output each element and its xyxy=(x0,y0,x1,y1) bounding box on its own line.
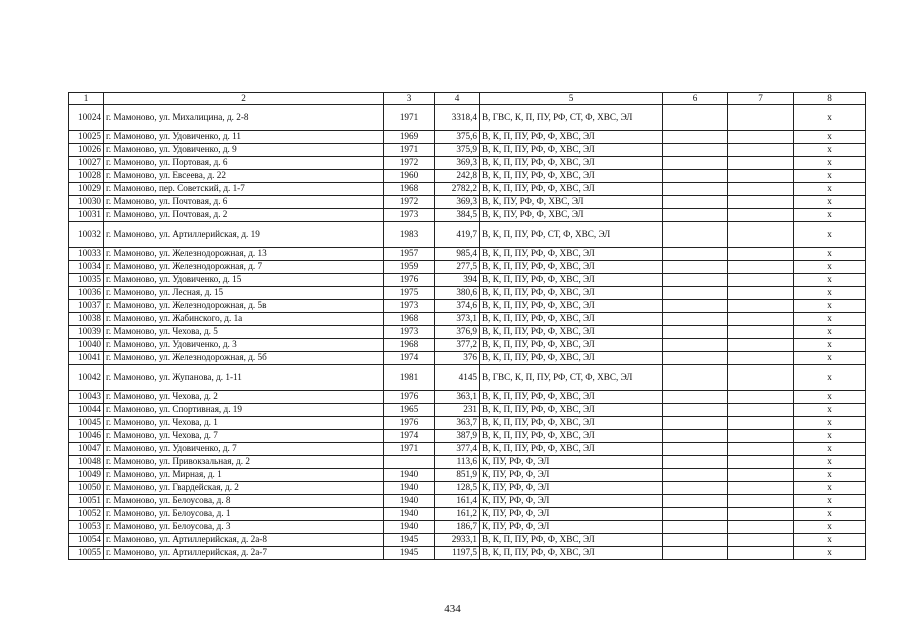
table-row xyxy=(69,352,866,365)
cell-col-8: x xyxy=(794,287,866,300)
cell-col-6 xyxy=(663,482,728,495)
cell-address: г. Мамоново, ул. Лесная, д. 15 xyxy=(104,287,384,300)
table-row xyxy=(69,196,866,209)
cell-col-7 xyxy=(728,170,794,183)
cell-address: г. Мамоново, ул. Чехова, д. 2 xyxy=(104,391,384,404)
table-row xyxy=(69,495,866,508)
cell-row-id: 10044 xyxy=(69,404,104,417)
cell-utilities: В, К, П, ПУ, РФ, Ф, ХВС, ЭЛ xyxy=(480,443,663,456)
cell-col-6 xyxy=(663,170,728,183)
cell-address: г. Мамоново, ул. Чехова, д. 1 xyxy=(104,417,384,430)
cell-col-6 xyxy=(663,105,728,131)
cell-row-id: 10035 xyxy=(69,274,104,287)
cell-row-id: 10043 xyxy=(69,391,104,404)
column-header-1: 1 xyxy=(69,93,104,105)
cell-col-8: x xyxy=(794,417,866,430)
cell-area: 387,9 xyxy=(435,430,480,443)
cell-area: 375,9 xyxy=(435,144,480,157)
housing-table xyxy=(68,92,866,560)
table-row xyxy=(69,417,866,430)
cell-utilities: В, К, ПУ, РФ, Ф, ХВС, ЭЛ xyxy=(480,209,663,222)
cell-col-7 xyxy=(728,339,794,352)
cell-col-7 xyxy=(728,352,794,365)
column-header-4: 4 xyxy=(435,93,480,105)
cell-col-6 xyxy=(663,144,728,157)
cell-row-id: 10028 xyxy=(69,170,104,183)
table-header-row xyxy=(69,93,866,105)
cell-col-7 xyxy=(728,261,794,274)
cell-col-6 xyxy=(663,326,728,339)
cell-utilities: В, К, П, ПУ, РФ, Ф, ХВС, ЭЛ xyxy=(480,391,663,404)
cell-utilities: В, К, П, ПУ, РФ, Ф, ХВС, ЭЛ xyxy=(480,404,663,417)
cell-area: 363,7 xyxy=(435,417,480,430)
cell-address: г. Мамоново, ул. Почтовая, д. 6 xyxy=(104,196,384,209)
cell-col-8: x xyxy=(794,300,866,313)
cell-col-8: x xyxy=(794,482,866,495)
cell-year: 1945 xyxy=(384,547,435,560)
cell-utilities: В, К, П, ПУ, РФ, СТ, Ф, ХВС, ЭЛ xyxy=(480,222,663,248)
cell-col-8: x xyxy=(794,495,866,508)
cell-utilities: В, К, П, ПУ, РФ, Ф, ХВС, ЭЛ xyxy=(480,170,663,183)
cell-year: 1976 xyxy=(384,417,435,430)
cell-col-7 xyxy=(728,209,794,222)
cell-year: 1940 xyxy=(384,495,435,508)
cell-address: г. Мамоново, ул. Мирная, д. 1 xyxy=(104,469,384,482)
cell-col-8: x xyxy=(794,365,866,391)
cell-year: 1973 xyxy=(384,300,435,313)
cell-utilities: К, ПУ, РФ, Ф, ЭЛ xyxy=(480,508,663,521)
table-row xyxy=(69,365,866,391)
cell-col-6 xyxy=(663,365,728,391)
table-row xyxy=(69,443,866,456)
table-row xyxy=(69,131,866,144)
cell-col-7 xyxy=(728,105,794,131)
cell-utilities: В, К, П, ПУ, РФ, Ф, ХВС, ЭЛ xyxy=(480,144,663,157)
cell-col-6 xyxy=(663,417,728,430)
cell-col-6 xyxy=(663,274,728,287)
cell-col-7 xyxy=(728,157,794,170)
cell-row-id: 10050 xyxy=(69,482,104,495)
cell-row-id: 10032 xyxy=(69,222,104,248)
cell-address: г. Мамоново, ул. Артиллерийская, д. 2а-8 xyxy=(104,534,384,547)
cell-year: 1940 xyxy=(384,508,435,521)
cell-utilities: В, К, П, ПУ, РФ, Ф, ХВС, ЭЛ xyxy=(480,183,663,196)
cell-col-8: x xyxy=(794,443,866,456)
cell-col-8: x xyxy=(794,313,866,326)
cell-address: г. Мамоново, ул. Евсеева, д. 22 xyxy=(104,170,384,183)
cell-area: 186,7 xyxy=(435,521,480,534)
cell-col-8: x xyxy=(794,430,866,443)
cell-col-6 xyxy=(663,248,728,261)
cell-col-6 xyxy=(663,495,728,508)
cell-area: 851,9 xyxy=(435,469,480,482)
cell-year: 1971 xyxy=(384,443,435,456)
cell-col-7 xyxy=(728,222,794,248)
cell-utilities: К, ПУ, РФ, Ф, ЭЛ xyxy=(480,482,663,495)
table-row xyxy=(69,469,866,482)
cell-area: 161,2 xyxy=(435,508,480,521)
cell-address: г. Мамоново, ул. Привокзальная, д. 2 xyxy=(104,456,384,469)
column-header-8: 8 xyxy=(794,93,866,105)
table-row xyxy=(69,326,866,339)
cell-address: г. Мамоново, ул. Спортивная, д. 19 xyxy=(104,404,384,417)
cell-row-id: 10049 xyxy=(69,469,104,482)
table-row xyxy=(69,547,866,560)
cell-col-8: x xyxy=(794,261,866,274)
cell-row-id: 10039 xyxy=(69,326,104,339)
cell-col-7 xyxy=(728,508,794,521)
cell-col-6 xyxy=(663,469,728,482)
cell-col-8: x xyxy=(794,144,866,157)
cell-row-id: 10055 xyxy=(69,547,104,560)
cell-year: 1965 xyxy=(384,404,435,417)
cell-col-7 xyxy=(728,456,794,469)
cell-area: 376 xyxy=(435,352,480,365)
cell-col-7 xyxy=(728,274,794,287)
table-row xyxy=(69,313,866,326)
column-header-2: 2 xyxy=(104,93,384,105)
cell-col-7 xyxy=(728,547,794,560)
cell-utilities: К, ПУ, РФ, Ф, ЭЛ xyxy=(480,469,663,482)
cell-area: 113,6 xyxy=(435,456,480,469)
cell-col-8: x xyxy=(794,534,866,547)
table-row xyxy=(69,261,866,274)
cell-col-6 xyxy=(663,352,728,365)
cell-col-8: x xyxy=(794,209,866,222)
cell-year: 1983 xyxy=(384,222,435,248)
table-row xyxy=(69,144,866,157)
cell-area: 2782,2 xyxy=(435,183,480,196)
table-row xyxy=(69,274,866,287)
table-row xyxy=(69,391,866,404)
cell-row-id: 10051 xyxy=(69,495,104,508)
cell-col-8: x xyxy=(794,404,866,417)
table-row xyxy=(69,508,866,521)
cell-address: г. Мамоново, ул. Почтовая, д. 2 xyxy=(104,209,384,222)
cell-col-8: x xyxy=(794,391,866,404)
cell-year: 1973 xyxy=(384,326,435,339)
cell-col-7 xyxy=(728,404,794,417)
table-row xyxy=(69,222,866,248)
cell-year: 1973 xyxy=(384,209,435,222)
cell-utilities: В, К, П, ПУ, РФ, Ф, ХВС, ЭЛ xyxy=(480,326,663,339)
cell-col-7 xyxy=(728,248,794,261)
cell-year: 1971 xyxy=(384,144,435,157)
cell-col-6 xyxy=(663,196,728,209)
cell-year: 1974 xyxy=(384,430,435,443)
cell-row-id: 10025 xyxy=(69,131,104,144)
table-row xyxy=(69,456,866,469)
cell-col-6 xyxy=(663,131,728,144)
cell-col-8: x xyxy=(794,196,866,209)
cell-address: г. Мамоново, ул. Удовиченко, д. 15 xyxy=(104,274,384,287)
cell-utilities: В, К, П, ПУ, РФ, Ф, ХВС, ЭЛ xyxy=(480,430,663,443)
table-row xyxy=(69,170,866,183)
cell-col-6 xyxy=(663,430,728,443)
cell-address: г. Мамоново, ул. Жупанова, д. 1-11 xyxy=(104,365,384,391)
page-number: 434 xyxy=(444,603,461,615)
cell-area: 375,6 xyxy=(435,131,480,144)
cell-row-id: 10042 xyxy=(69,365,104,391)
cell-utilities: В, К, П, ПУ, РФ, Ф, ХВС, ЭЛ xyxy=(480,261,663,274)
cell-row-id: 10054 xyxy=(69,534,104,547)
cell-col-8: x xyxy=(794,547,866,560)
cell-col-8: x xyxy=(794,222,866,248)
cell-col-7 xyxy=(728,196,794,209)
cell-area: 4145 xyxy=(435,365,480,391)
cell-row-id: 10033 xyxy=(69,248,104,261)
cell-col-8: x xyxy=(794,170,866,183)
table-row xyxy=(69,521,866,534)
cell-col-7 xyxy=(728,495,794,508)
cell-address: г. Мамоново, ул. Железнодорожная, д. 5в xyxy=(104,300,384,313)
table-row xyxy=(69,287,866,300)
cell-col-8: x xyxy=(794,183,866,196)
cell-col-6 xyxy=(663,313,728,326)
table-row xyxy=(69,430,866,443)
cell-row-id: 10037 xyxy=(69,300,104,313)
cell-col-6 xyxy=(663,443,728,456)
cell-row-id: 10030 xyxy=(69,196,104,209)
cell-utilities: К, ПУ, РФ, Ф, ЭЛ xyxy=(480,495,663,508)
cell-utilities: В, К, П, ПУ, РФ, Ф, ХВС, ЭЛ xyxy=(480,300,663,313)
cell-utilities: В, К, П, ПУ, РФ, Ф, ХВС, ЭЛ xyxy=(480,547,663,560)
cell-area: 369,3 xyxy=(435,157,480,170)
cell-area: 128,5 xyxy=(435,482,480,495)
cell-address: г. Мамоново, ул. Белоусова, д. 3 xyxy=(104,521,384,534)
cell-year: 1975 xyxy=(384,287,435,300)
cell-col-8: x xyxy=(794,131,866,144)
table-row xyxy=(69,209,866,222)
cell-row-id: 10046 xyxy=(69,430,104,443)
cell-area: 419,7 xyxy=(435,222,480,248)
cell-year: 1981 xyxy=(384,365,435,391)
cell-utilities: В, К, П, ПУ, РФ, Ф, ХВС, ЭЛ xyxy=(480,534,663,547)
cell-col-8: x xyxy=(794,326,866,339)
cell-address: г. Мамоново, ул. Артиллерийская, д. 2а-7 xyxy=(104,547,384,560)
cell-col-8: x xyxy=(794,157,866,170)
cell-row-id: 10026 xyxy=(69,144,104,157)
cell-col-6 xyxy=(663,391,728,404)
cell-col-8: x xyxy=(794,339,866,352)
cell-area: 161,4 xyxy=(435,495,480,508)
cell-col-8: x xyxy=(794,456,866,469)
cell-col-8: x xyxy=(794,105,866,131)
cell-col-6 xyxy=(663,534,728,547)
cell-row-id: 10048 xyxy=(69,456,104,469)
cell-address: г. Мамоново, ул. Железнодорожная, д. 7 xyxy=(104,261,384,274)
cell-row-id: 10045 xyxy=(69,417,104,430)
cell-year: 1976 xyxy=(384,274,435,287)
cell-col-7 xyxy=(728,131,794,144)
cell-col-8: x xyxy=(794,352,866,365)
cell-year: 1940 xyxy=(384,482,435,495)
cell-row-id: 10053 xyxy=(69,521,104,534)
cell-address: г. Мамоново, ул. Михалицина, д. 2-8 xyxy=(104,105,384,131)
cell-address: г. Мамоново, ул. Чехова, д. 7 xyxy=(104,430,384,443)
cell-area: 380,6 xyxy=(435,287,480,300)
cell-utilities: В, ГВС, К, П, ПУ, РФ, СТ, Ф, ХВС, ЭЛ xyxy=(480,105,663,131)
cell-col-6 xyxy=(663,261,728,274)
column-header-3: 3 xyxy=(384,93,435,105)
cell-year: 1960 xyxy=(384,170,435,183)
cell-col-7 xyxy=(728,183,794,196)
cell-col-8: x xyxy=(794,274,866,287)
cell-address: г. Мамоново, ул. Белоусова, д. 1 xyxy=(104,508,384,521)
cell-col-8: x xyxy=(794,521,866,534)
cell-year: 1959 xyxy=(384,261,435,274)
cell-row-id: 10031 xyxy=(69,209,104,222)
cell-year: 1957 xyxy=(384,248,435,261)
table-row xyxy=(69,339,866,352)
cell-area: 377,4 xyxy=(435,443,480,456)
cell-col-7 xyxy=(728,391,794,404)
cell-col-7 xyxy=(728,430,794,443)
cell-utilities: К, ПУ, РФ, Ф, ЭЛ xyxy=(480,456,663,469)
cell-col-6 xyxy=(663,456,728,469)
column-header-6: 6 xyxy=(663,93,728,105)
cell-utilities: В, К, П, ПУ, РФ, Ф, ХВС, ЭЛ xyxy=(480,352,663,365)
cell-col-6 xyxy=(663,300,728,313)
cell-area: 363,1 xyxy=(435,391,480,404)
table-row xyxy=(69,157,866,170)
table-row xyxy=(69,248,866,261)
cell-utilities: В, К, П, ПУ, РФ, Ф, ХВС, ЭЛ xyxy=(480,287,663,300)
cell-utilities: К, ПУ, РФ, Ф, ЭЛ xyxy=(480,521,663,534)
table-row xyxy=(69,183,866,196)
cell-address: г. Мамоново, ул. Портовая, д. 6 xyxy=(104,157,384,170)
cell-address: г. Мамоново, ул. Удовиченко, д. 9 xyxy=(104,144,384,157)
cell-col-7 xyxy=(728,469,794,482)
cell-address: г. Мамоново, ул. Жабинского, д. 1а xyxy=(104,313,384,326)
cell-col-7 xyxy=(728,326,794,339)
cell-year xyxy=(384,456,435,469)
cell-year: 1974 xyxy=(384,352,435,365)
cell-row-id: 10036 xyxy=(69,287,104,300)
cell-col-6 xyxy=(663,209,728,222)
cell-year: 1976 xyxy=(384,391,435,404)
cell-col-7 xyxy=(728,417,794,430)
cell-area: 231 xyxy=(435,404,480,417)
cell-col-6 xyxy=(663,287,728,300)
cell-col-7 xyxy=(728,365,794,391)
cell-area: 373,1 xyxy=(435,313,480,326)
cell-address: г. Мамоново, ул. Железнодорожная, д. 13 xyxy=(104,248,384,261)
cell-col-8: x xyxy=(794,469,866,482)
cell-col-7 xyxy=(728,443,794,456)
cell-year: 1971 xyxy=(384,105,435,131)
cell-area: 369,3 xyxy=(435,196,480,209)
cell-col-6 xyxy=(663,222,728,248)
cell-row-id: 10047 xyxy=(69,443,104,456)
cell-utilities: В, К, П, ПУ, РФ, Ф, ХВС, ЭЛ xyxy=(480,417,663,430)
cell-row-id: 10038 xyxy=(69,313,104,326)
cell-year: 1968 xyxy=(384,183,435,196)
cell-row-id: 10040 xyxy=(69,339,104,352)
cell-col-7 xyxy=(728,144,794,157)
cell-area: 985,4 xyxy=(435,248,480,261)
cell-address: г. Мамоново, ул. Удовиченко, д. 7 xyxy=(104,443,384,456)
cell-row-id: 10024 xyxy=(69,105,104,131)
cell-utilities: В, К, П, ПУ, РФ, Ф, ХВС, ЭЛ xyxy=(480,339,663,352)
cell-utilities: В, К, ПУ, РФ, Ф, ХВС, ЭЛ xyxy=(480,196,663,209)
cell-area: 277,5 xyxy=(435,261,480,274)
cell-row-id: 10041 xyxy=(69,352,104,365)
cell-year: 1940 xyxy=(384,521,435,534)
cell-address: г. Мамоново, пер. Советский, д. 1-7 xyxy=(104,183,384,196)
column-header-7: 7 xyxy=(728,93,794,105)
cell-area: 374,6 xyxy=(435,300,480,313)
table-row xyxy=(69,482,866,495)
cell-col-6 xyxy=(663,508,728,521)
cell-area: 242,8 xyxy=(435,170,480,183)
cell-area: 1197,5 xyxy=(435,547,480,560)
cell-area: 3318,4 xyxy=(435,105,480,131)
cell-address: г. Мамоново, ул. Удовиченко, д. 11 xyxy=(104,131,384,144)
cell-year: 1940 xyxy=(384,469,435,482)
table-row xyxy=(69,534,866,547)
column-header-5: 5 xyxy=(480,93,663,105)
cell-address: г. Мамоново, ул. Артиллерийская, д. 19 xyxy=(104,222,384,248)
cell-year: 1968 xyxy=(384,313,435,326)
cell-year: 1972 xyxy=(384,196,435,209)
cell-address: г. Мамоново, ул. Удовиченко, д. 3 xyxy=(104,339,384,352)
cell-year: 1969 xyxy=(384,131,435,144)
cell-col-7 xyxy=(728,287,794,300)
table-row xyxy=(69,404,866,417)
table-row xyxy=(69,105,866,131)
cell-area: 384,5 xyxy=(435,209,480,222)
cell-col-6 xyxy=(663,404,728,417)
cell-row-id: 10052 xyxy=(69,508,104,521)
cell-row-id: 10034 xyxy=(69,261,104,274)
cell-area: 376,9 xyxy=(435,326,480,339)
cell-col-7 xyxy=(728,313,794,326)
cell-row-id: 10029 xyxy=(69,183,104,196)
cell-col-7 xyxy=(728,534,794,547)
cell-address: г. Мамоново, ул. Железнодорожная, д. 5б xyxy=(104,352,384,365)
cell-col-7 xyxy=(728,482,794,495)
cell-utilities: В, ГВС, К, П, ПУ, РФ, СТ, Ф, ХВС, ЭЛ xyxy=(480,365,663,391)
cell-address: г. Мамоново, ул. Чехова, д. 5 xyxy=(104,326,384,339)
cell-utilities: В, К, П, ПУ, РФ, Ф, ХВС, ЭЛ xyxy=(480,157,663,170)
cell-utilities: В, К, П, ПУ, РФ, Ф, ХВС, ЭЛ xyxy=(480,313,663,326)
cell-area: 377,2 xyxy=(435,339,480,352)
cell-col-7 xyxy=(728,300,794,313)
cell-year: 1945 xyxy=(384,534,435,547)
cell-year: 1968 xyxy=(384,339,435,352)
cell-area: 2933,1 xyxy=(435,534,480,547)
cell-area: 394 xyxy=(435,274,480,287)
cell-col-6 xyxy=(663,521,728,534)
cell-utilities: В, К, П, ПУ, РФ, Ф, ХВС, ЭЛ xyxy=(480,248,663,261)
cell-col-8: x xyxy=(794,248,866,261)
cell-address: г. Мамоново, ул. Белоусова, д. 8 xyxy=(104,495,384,508)
cell-col-6 xyxy=(663,183,728,196)
cell-row-id: 10027 xyxy=(69,157,104,170)
cell-col-6 xyxy=(663,547,728,560)
cell-col-6 xyxy=(663,339,728,352)
cell-utilities: В, К, П, ПУ, РФ, Ф, ХВС, ЭЛ xyxy=(480,131,663,144)
cell-col-8: x xyxy=(794,508,866,521)
cell-col-7 xyxy=(728,521,794,534)
cell-address: г. Мамоново, ул. Гвардейская, д. 2 xyxy=(104,482,384,495)
cell-col-6 xyxy=(663,157,728,170)
cell-year: 1972 xyxy=(384,157,435,170)
cell-utilities: В, К, П, ПУ, РФ, Ф, ХВС, ЭЛ xyxy=(480,274,663,287)
table-row xyxy=(69,300,866,313)
